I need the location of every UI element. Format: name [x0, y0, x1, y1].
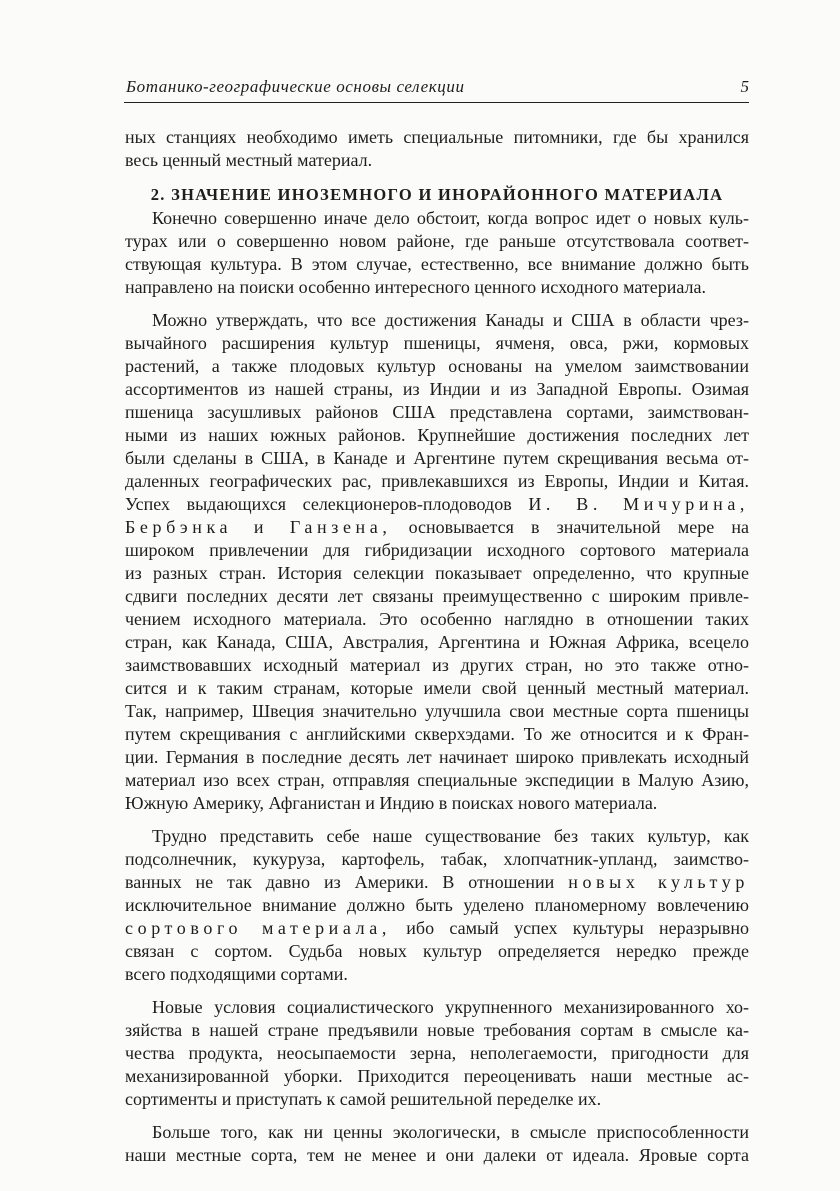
text-line: ассортиментов из нашей страны, из Индии и из Западной Европы. Озимая — [125, 379, 749, 399]
paragraph — [125, 207, 749, 299]
body-text — [125, 126, 749, 1167]
spaced-names: Бербэнка и Ганзена, — [125, 517, 392, 537]
text-line: пшеница засушливых районов США представлена сортами, заимствован- — [125, 402, 749, 422]
text-line: Трудно представить себе наше существование без таких культур, как — [152, 826, 749, 846]
spaced-emphasis: сортового материала, — [125, 918, 391, 938]
text-line: стран, как Канада, США, Австралия, Аргентина и Южная Африка, всецело — [125, 632, 749, 652]
text-line: путем скрещивания с английскими скверхэдами. То же относится и к Фран- — [125, 724, 749, 744]
section-heading: 2. ЗНАЧЕНИЕ ИНОЗЕМНОГО И ИНОРАЙОННОГО МАТЕРИАЛА — [150, 185, 724, 204]
running-title: Ботанико-географические основы селекции — [126, 77, 465, 96]
text-line: направлено на поиски особенно интересного ценного исходного материала. — [125, 277, 706, 297]
text-line: чества продукта, неосыпаемости зерна, неполегаемости, пригодности для — [125, 1043, 749, 1063]
text-line: даленных географических рас, привлекавшихся из Европы, Индии и Китая. — [125, 471, 749, 491]
text-line: зяйства в нашей стране предъявили новые требования сортам в смысле ка- — [125, 1020, 749, 1040]
text-line: сится и к таким странам, которые имели свой ценный местный материал. — [125, 678, 749, 698]
text-line: растений, а также плодовых культур основаны на умелом заимствовании — [125, 356, 749, 376]
text-line: из разных стран. История селекции показывает определенно, что крупные — [125, 563, 749, 583]
text-line: Так, например, Швеция значительно улучшила свои местные сорта пшеницы — [125, 701, 749, 721]
text-line: весь ценный местный материал. — [125, 150, 373, 170]
text-line: чением исходного материала. Это особенно наглядно в отношении таких — [125, 609, 749, 629]
text-line: механизированной уборки. Приходится переоценивать наши местные ас- — [125, 1066, 749, 1086]
text-line: всего подходящими сортами. — [125, 964, 348, 984]
text-line: Можно утверждать, что все достижения Канады и США в области чрез- — [152, 310, 749, 330]
paragraph — [125, 996, 749, 1111]
text-line — [125, 871, 749, 894]
text-fragment: ванных не так давно из Америки. В отношении — [125, 872, 555, 892]
text-line: исключительное внимание должно быть уделено планомерному вовлечению — [125, 895, 749, 915]
text-line: Больше того, как ни ценны экологически, в смысле приспособленности — [152, 1122, 749, 1142]
text-fragment: ибо самый успех культуры неразрывно — [406, 918, 750, 938]
page-number: 5 — [740, 77, 749, 96]
text-line — [125, 493, 749, 516]
text-line: сдвиги последних десяти лет связаны преимущественно с широким привле- — [125, 586, 749, 606]
text-line: ными из наших южных районов. Крупнейшие достижения последних лет — [125, 425, 749, 445]
text-line: заимствовавших исходный материал из других стран, но это также отно- — [125, 655, 749, 675]
paragraph-continuation — [125, 126, 749, 172]
text-fragment: Успех выдающихся селекционеров-плодоводов — [125, 494, 512, 514]
paragraph — [125, 825, 749, 986]
text-line: ствующая культура. В этом случае, естественно, все внимание должно быть — [125, 254, 749, 274]
text-line: сортименты и приступать к самой решительной переделке их. — [125, 1089, 602, 1109]
paragraph — [125, 1121, 749, 1167]
text-line: материал изо всех стран, отправляя специальные экспедиции в Малую Азию, — [125, 770, 749, 790]
text-line: турах или о совершенно новом районе, где раньше отсутствовала соответ- — [125, 231, 749, 251]
text-line: ных станциях необходимо иметь специальные питомники, где бы хранился — [125, 127, 749, 147]
text-line: связан с сортом. Судьба новых культур определяется нередко прежде — [125, 941, 749, 961]
text-line — [125, 917, 749, 940]
text-line: Конечно совершенно иначе дело обстоит, когда вопрос идет о новых куль- — [152, 208, 749, 228]
text-line: подсолнечник, кукуруза, картофель, табак, хлопчатник-упланд, заимство- — [125, 849, 749, 869]
text-line — [125, 516, 749, 539]
text-line: широком привлечении для гибридизации исходного сортового материала — [125, 540, 749, 560]
text-fragment: основывается в значительной мере на — [408, 517, 749, 537]
page-header — [124, 76, 749, 103]
text-line: были сделаны в США, в Канаде и Аргентине путем скрещивания весьма от- — [125, 448, 749, 468]
text-line: ции. Германия в последние десять лет начинает широко привлекать исходный — [125, 747, 749, 767]
text-line: Южную Америку, Афганистан и Индию в поисках нового материала. — [125, 793, 658, 813]
text-line: наши местные сорта, тем не менее и они далеки от идеала. Яровые сорта — [125, 1145, 749, 1165]
paragraph — [125, 309, 749, 815]
spaced-name: И. В. Мичурина, — [528, 494, 750, 514]
text-line: Новые условия социалистического укрупненного механизированного хо- — [152, 997, 749, 1017]
text-line: вычайного расширения культур пшеницы, ячменя, овса, ржи, кормовых — [125, 333, 749, 353]
spaced-emphasis: новых культур — [568, 872, 749, 892]
